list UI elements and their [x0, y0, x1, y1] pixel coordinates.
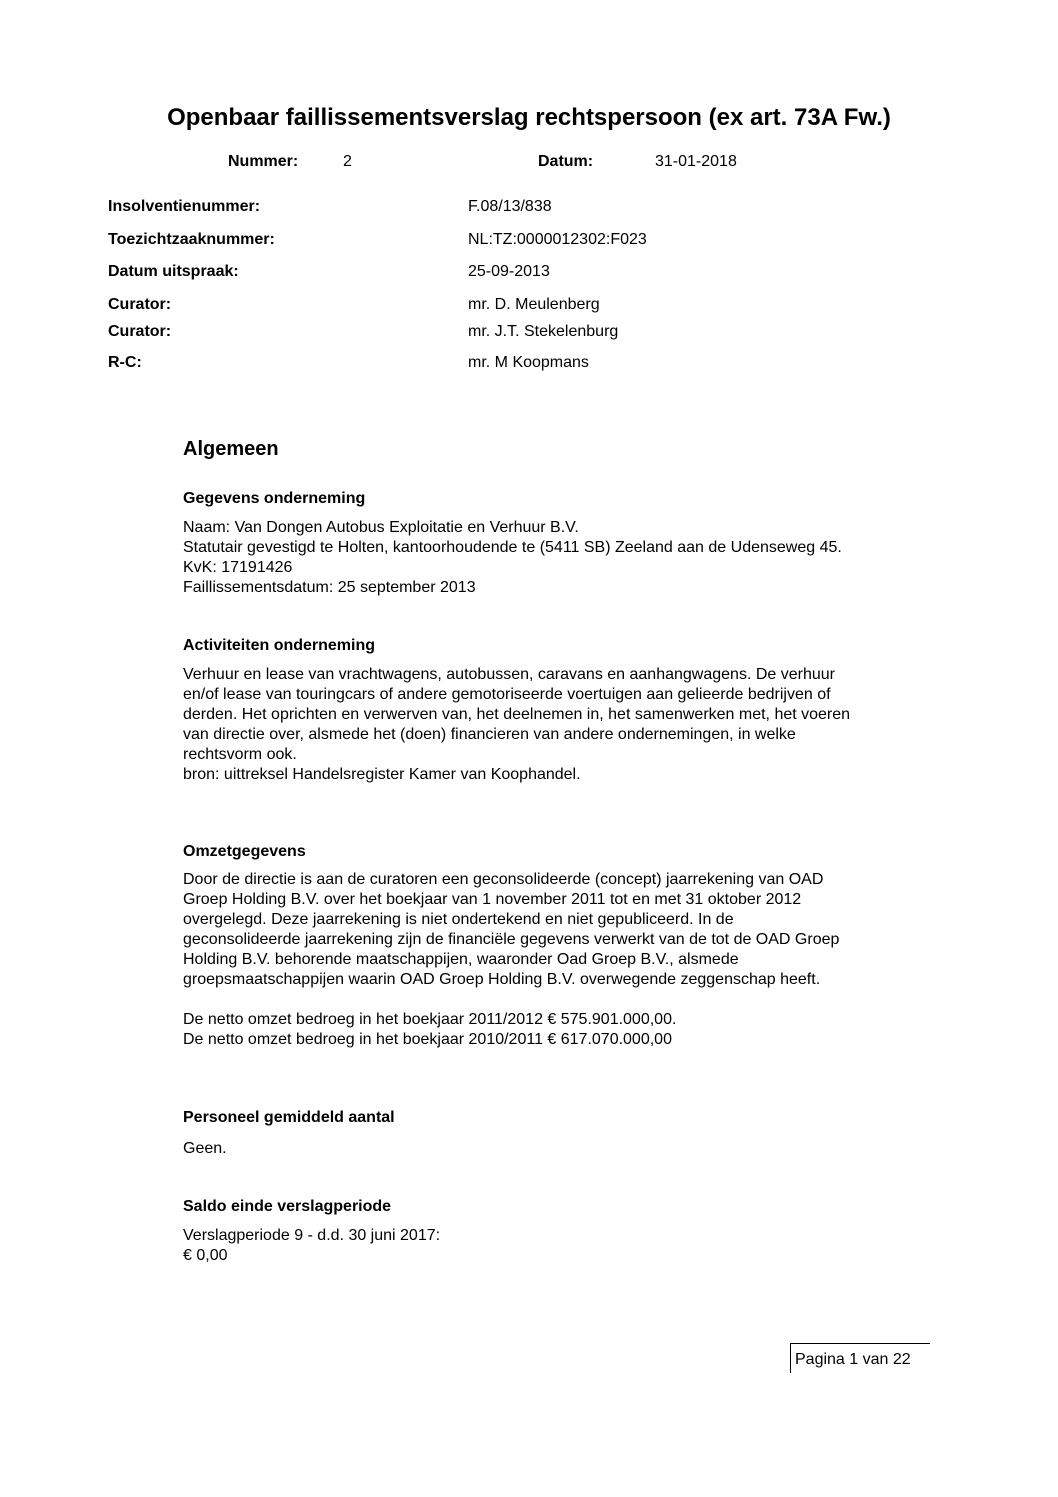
activiteiten-onderneming-text: [183, 665, 933, 785]
text-line: Verhuur en lease van vrachtwagens, autobussen, caravans en aanhangwagens. De verhuur: [183, 666, 835, 683]
meta-row-toezichtzaaknummer: [108, 231, 808, 253]
text-line: groepsmaatschappijen waarin OAD Groep Holding B.V. overwegende zeggenschap heeft.: [183, 971, 821, 988]
subheading-gegevens-onderneming: Gegevens onderneming: [183, 490, 366, 507]
meta-row-datum-uitspraak: [108, 263, 808, 285]
text-line: Holding B.V. behorende maatschappijen, waaronder Oad Groep B.V., alsmede: [183, 951, 739, 968]
text-line: en/of lease van touringcars of andere gemotoriseerde voertuigen aan gelieerde bedrijven of: [183, 686, 831, 703]
text-line: rechtsvorm ook.: [183, 746, 297, 763]
subheading-personeel: Personeel gemiddeld aantal: [183, 1109, 395, 1126]
text-line: KvK: 17191426: [183, 559, 293, 576]
meta-label: Insolventienummer:: [108, 198, 261, 215]
datum-label: Datum:: [538, 153, 594, 170]
nummer-label: Nummer:: [228, 153, 299, 170]
meta-row-curator-1: [108, 296, 808, 318]
text-line: bron: uittreksel Handelsregister Kamer van Koophandel.: [183, 766, 581, 783]
meta-value: F.08/13/838: [468, 198, 552, 215]
netto-omzet-text: [183, 1010, 933, 1050]
text-line: € 0,00: [183, 1247, 228, 1264]
page-title: Openbaar faillissementsverslag rechtspersoon (ex art. 73A Fw.): [167, 104, 891, 131]
subheading-saldo: Saldo einde verslagperiode: [183, 1198, 392, 1215]
text-line: Door de directie is aan de curatoren een geconsolideerde (concept) jaarrekening van OAD: [183, 871, 824, 888]
datum-value: 31-01-2018: [655, 153, 737, 170]
section-heading-algemeen: Algemeen: [183, 438, 279, 460]
personeel-text: [183, 1139, 933, 1159]
meta-label: R-C:: [108, 354, 142, 371]
meta-row-curator-2: [108, 323, 808, 345]
meta-value: mr. J.T. Stekelenburg: [468, 323, 619, 340]
meta-label: Toezichtzaaknummer:: [108, 231, 275, 248]
page-number: Pagina 1 van 22: [795, 1351, 911, 1368]
meta-row-rc: [108, 354, 808, 376]
subheading-omzetgegevens: Omzetgegevens: [183, 843, 306, 860]
meta-label: Curator:: [108, 296, 172, 313]
page-number-box: [790, 1343, 930, 1373]
text-line: Groep Holding B.V. over het boekjaar van 1 november 2011 tot en met 31 oktober 2012: [183, 891, 802, 908]
gegevens-onderneming-text: [183, 518, 933, 598]
nummer-value: 2: [343, 153, 352, 170]
meta-label: Datum uitspraak:: [108, 263, 239, 280]
saldo-text: [183, 1226, 933, 1266]
text-line: overgelegd. Deze jaarrekening is niet ondertekend en niet gepubliceerd. In de: [183, 911, 734, 928]
text-line: De netto omzet bedroeg in het boekjaar 2011/2012 € 575.901.000,00.: [183, 1011, 677, 1028]
text-line: Faillissementsdatum: 25 september 2013: [183, 579, 476, 596]
text-line: Verslagperiode 9 - d.d. 30 juni 2017:: [183, 1227, 441, 1244]
text-line: Statutair gevestigd te Holten, kantoorhoudende te (5411 SB) Zeeland aan de Udenseweg 45.: [183, 539, 842, 556]
meta-label: Curator:: [108, 323, 172, 340]
text-line: De netto omzet bedroeg in het boekjaar 2010/2011 € 617.070.000,00: [183, 1031, 672, 1048]
meta-value: 25-09-2013: [468, 263, 550, 280]
text-line: van directie over, alsmede het (doen) financieren van andere ondernemingen, in welke: [183, 726, 796, 743]
text-line: derden. Het oprichten en verwerven van, het deelnemen in, het samenwerken met, het voeren: [183, 706, 851, 723]
omzetgegevens-text: [183, 870, 933, 990]
meta-row-insolventienummer: [108, 198, 808, 220]
meta-value: mr. D. Meulenberg: [468, 296, 600, 313]
meta-value: NL:TZ:0000012302:F023: [468, 231, 647, 248]
text-line: Geen.: [183, 1140, 227, 1157]
text-line: Naam: Van Dongen Autobus Exploitatie en Verhuur B.V.: [183, 519, 579, 536]
meta-value: mr. M Koopmans: [468, 354, 589, 371]
subheading-activiteiten-onderneming: Activiteiten onderneming: [183, 637, 376, 654]
text-line: geconsolideerde jaarrekening zijn de financiële gegevens verwerkt van de tot de OAD Groep: [183, 931, 840, 948]
